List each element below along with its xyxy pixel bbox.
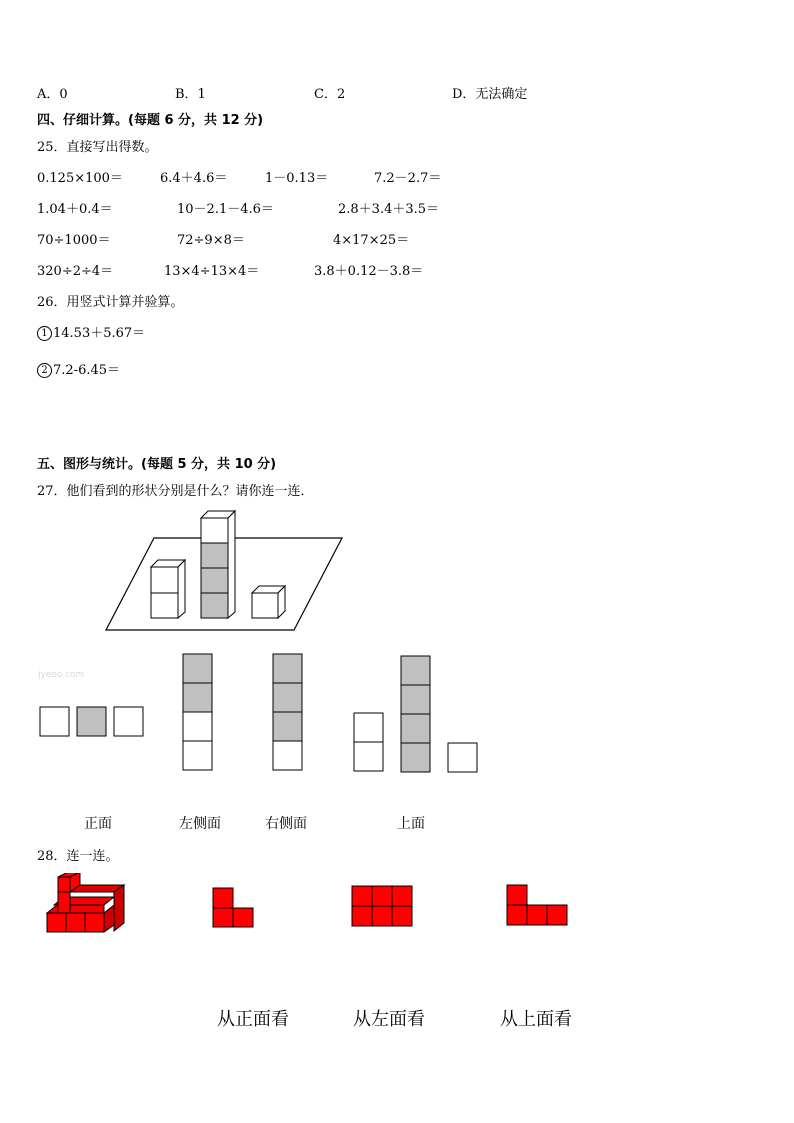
red-shape-rectangle [350,884,416,930]
q26-expr: 14.53＋5.67＝ [53,326,146,341]
q26-item-1 [37,322,145,341]
view-label-right: 右侧面 [265,816,307,832]
q28-label-front: 从正面看 [217,1009,289,1030]
calc-item: 6.4＋4.6＝ [160,171,228,186]
section5-title: 五、图形与统计。(每题 5 分，共 10 分) [37,457,277,472]
view-option-right [271,652,305,774]
section4-title: 四、仔细计算。(每题 6 分，共 12 分) [37,113,264,128]
calc-item: 10－2.1－4.6＝ [177,202,274,217]
calc-item: 2.8＋3.4＋3.5＝ [338,202,440,217]
q26-expr: 7.2-6.45＝ [53,363,121,378]
four-cube-column [201,511,235,618]
red-shape-l-small [211,886,257,930]
q26-prompt: 26．用竖式计算并验算。 [37,295,184,310]
two-cube-stack [151,560,185,618]
circled-number: 1 [37,326,52,341]
calc-item: 72÷9×8＝ [177,233,245,248]
option-d: D．无法确定 [452,87,528,102]
q28-label-top: 从上面看 [500,1009,572,1030]
calc-item: 7.2－2.7＝ [374,171,442,186]
red-block-solid [44,873,130,937]
calc-item: 3.8＋0.12－3.8＝ [314,264,424,279]
option-b: B．1 [175,87,206,102]
calc-item: 70÷1000＝ [37,233,111,248]
calc-item: 0.125×100＝ [37,171,123,186]
calc-item: 13×4÷13×4＝ [164,264,260,279]
calc-item: 320÷2÷4＝ [37,264,114,279]
q28-prompt: 28．连一连。 [37,849,119,864]
q28-label-left: 从左面看 [353,1009,425,1030]
circled-number: 2 [37,363,52,378]
view-option-top [352,654,482,776]
q26-item-2 [37,359,120,378]
calc-item: 1－0.13＝ [265,171,329,186]
cube-scene-figure [100,505,350,635]
watermark: jyeoo.com [38,670,85,680]
calc-item: 1.04＋0.4＝ [37,202,113,217]
single-cube [252,586,285,618]
red-shape-l-wide [505,883,571,929]
calc-item: 4×17×25＝ [333,233,410,248]
view-option-front [38,705,146,739]
q25-prompt: 25．直接写出得数。 [37,140,158,155]
view-label-top: 上面 [397,816,425,832]
view-label-front: 正面 [84,816,112,832]
option-c: C．2 [314,87,346,102]
view-label-left: 左侧面 [179,816,221,832]
view-option-left [181,652,215,774]
option-a: A．0 [37,87,68,102]
q27-prompt: 27．他们看到的形状分别是什么？请你连一连． [37,484,314,499]
